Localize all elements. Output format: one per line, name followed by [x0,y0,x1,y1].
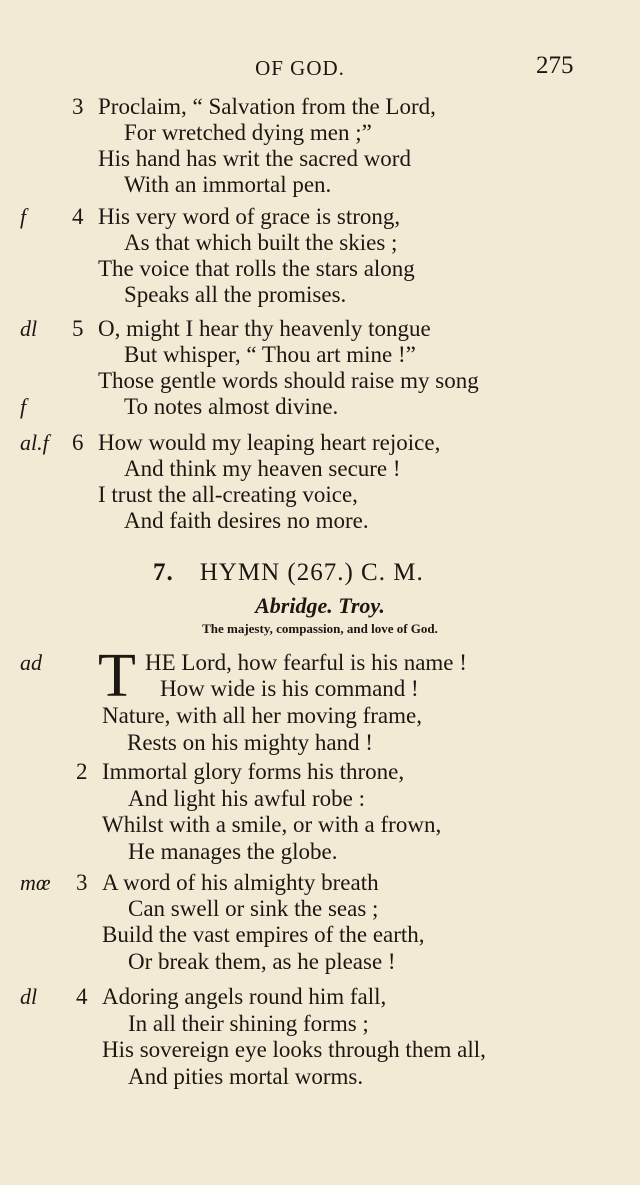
verse-line: His hand has writ the sacred word [98,146,411,171]
verse-line: His sovereign eye looks through them all, [102,1037,486,1062]
verse-line: But whisper, “ Thou art mine !” [124,342,416,367]
verse-line: Whilst with a smile, or with a frown, [102,812,442,837]
hymn-title: HYMN (267.) C. M. [199,559,424,586]
verse-number: 3 [76,870,88,895]
page-number: 275 [536,52,574,79]
drop-cap: T [98,642,136,710]
running-header: OF GOD. [255,56,345,80]
verse-line: Build the vast empires of the earth, [102,922,425,947]
verse-line: As that which built the skies ; [124,230,398,255]
verse-line: O, might I hear thy heavenly tongue [98,316,431,341]
verse-line: Those gentle words should raise my song [98,368,479,393]
verse-line: And pities mortal worms. [128,1064,364,1089]
verse-line: How would my leaping heart rejoice, [98,430,441,455]
verse-line: Adoring angels round him fall, [102,984,387,1009]
verse-number: 4 [76,984,88,1009]
dynamic-mark: al.f [20,430,49,455]
hymn-number: 7. [153,559,174,586]
dynamic-mark: f [20,394,27,419]
verse-line: With an immortal pen. [124,172,332,197]
verse-line: I trust the all-creating voice, [98,482,358,507]
dynamic-mark: ad [20,650,42,675]
dynamic-mark: f [20,204,27,229]
hymn-subject: The majesty, compassion, and love of God. [202,621,438,636]
verse-number: 5 [72,316,84,341]
verse-line: To notes almost divine. [124,394,339,419]
dynamic-mark: dl [20,316,38,341]
verse-number: 3 [72,94,84,119]
dynamic-mark: mœ [20,870,51,895]
tune-names: Abridge. Troy. [255,593,385,618]
verse-number: 6 [72,430,84,455]
verse-number: 2 [76,759,88,784]
verse-line: In all their shining forms ; [128,1011,369,1036]
verse-line: How wide is his command ! [160,676,419,701]
verse-line: For wretched dying men ;” [124,120,372,145]
verse-line: Can swell or sink the seas ; [128,896,379,921]
verse-line: The voice that rolls the stars along [98,256,415,281]
verse-line: Immortal glory forms his throne, [102,759,405,784]
verse-line: His very word of grace is strong, [98,204,401,229]
verse-line: Nature, with all her moving frame, [102,703,422,728]
verse-line: And light his awful robe : [128,786,365,811]
verse-line: And faith desires no more. [124,508,369,533]
verse-number: 4 [72,204,84,229]
verse-line: Rests on his mighty hand ! [127,730,373,755]
verse-line: HE Lord, how fearful is his name ! [145,650,467,675]
verse-line: Speaks all the promises. [124,282,347,307]
dynamic-mark: dl [20,984,38,1009]
verse-line: Or break them, as he please ! [128,949,396,974]
verse-line: Proclaim, “ Salvation from the Lord, [98,94,436,119]
verse-line: A word of his almighty breath [102,870,379,895]
verse-line: And think my heaven secure ! [124,456,401,481]
verse-line: He manages the globe. [128,839,338,864]
hymn-heading [153,559,424,587]
